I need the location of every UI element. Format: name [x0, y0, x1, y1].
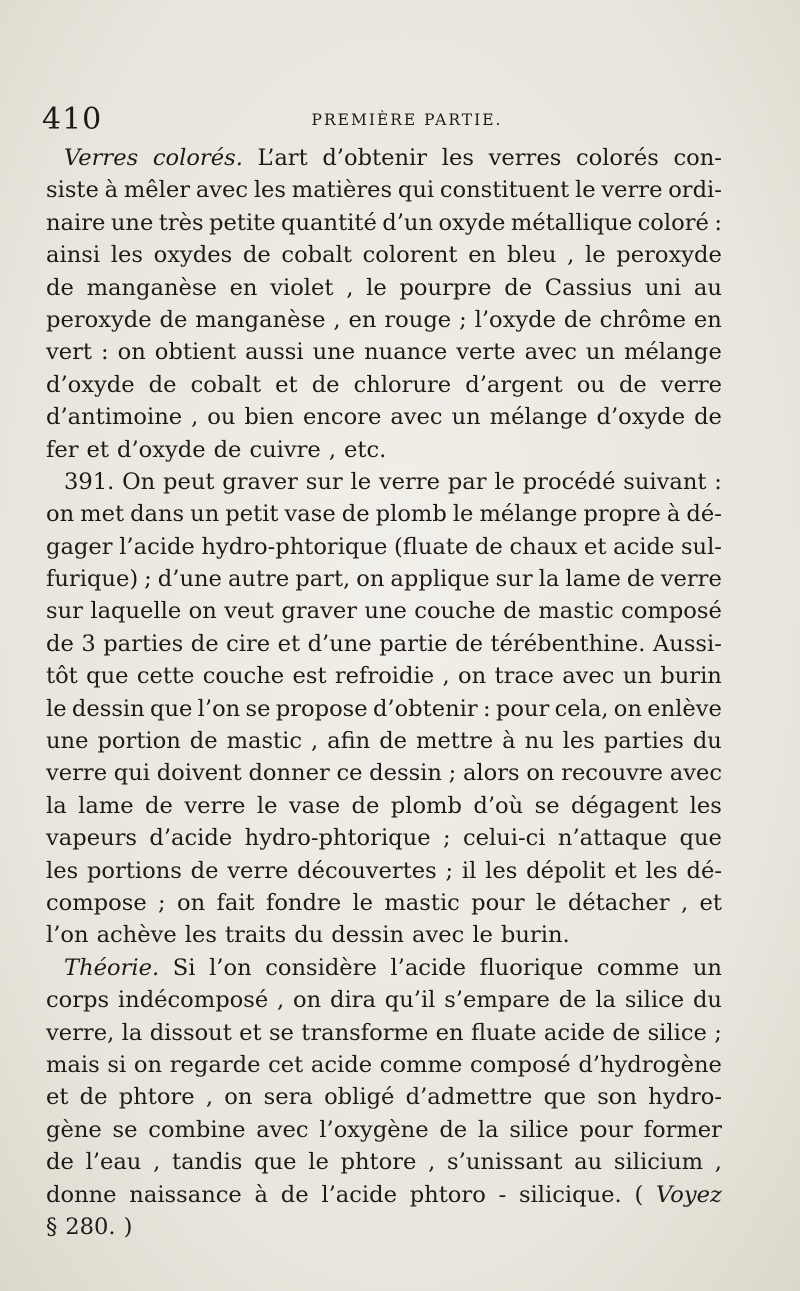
- text-line: verre qui doivent donner ce dessin ; alors on recouvre avec: [46, 760, 722, 787]
- page-header: [42, 100, 742, 140]
- text-line: de 3 parties de cire et d’une partie de térébenthine. Aussi-: [46, 630, 722, 657]
- text-line: corps indécomposé , on dira qu’il s’empare de la silice du: [46, 987, 722, 1014]
- text-line: on met dans un petit vase de plomb le mélange propre à dé-: [46, 501, 722, 528]
- text-line: les portions de verre découvertes ; il les dépolit et les dé-: [46, 857, 722, 884]
- text-line: furique) ; d’une autre part, on applique sur la lame de verre: [46, 566, 722, 593]
- text-line: vapeurs d’acide hydro-phtorique ; celui-ci n’attaque que: [46, 825, 722, 852]
- text-line: l’on achève les traits du dessin avec le burin.: [46, 922, 570, 949]
- text-line: donne naissance à de l’acide phtoro - silicique. ( Voyez: [46, 1181, 722, 1208]
- text-line: et de phtore , on sera obligé d’admettre que son hydro-: [46, 1084, 722, 1111]
- text-line: Verres colorés. L’art d’obtenir les verres colorés con-: [64, 145, 722, 171]
- text-line: 391. On peut graver sur le verre par le procédé suivant :: [64, 468, 722, 495]
- text-line: mais si on regarde cet acide comme composé d’hydrogène: [46, 1051, 722, 1078]
- text-line: naire une très petite quantité d’un oxyde métallique coloré :: [46, 209, 722, 236]
- text-line: ainsi les oxydes de cobalt colorent en bleu , le peroxyde: [46, 242, 722, 269]
- text-line: fer et d’oxyde de cuivre , etc.: [46, 436, 387, 463]
- text-line: verre, la dissout et se transforme en fluate acide de silice ;: [46, 1019, 722, 1046]
- text-line: d’antimoine , ou bien encore avec un mélange d’oxyde de: [46, 404, 722, 431]
- text-line: la lame de verre le vase de plomb d’où se dégagent les: [46, 792, 722, 819]
- text-line: de l’eau , tandis que le phtore , s’unissant au silicium ,: [46, 1149, 722, 1176]
- text-line: gène se combine avec l’oxygène de la silice pour former: [46, 1116, 722, 1143]
- text-line: § 280. ): [46, 1213, 133, 1240]
- text-line: une portion de mastic , afin de mettre à nu les parties du: [46, 728, 722, 755]
- text-line: Théorie. Si l’on considère l’acide fluorique comme un: [64, 954, 722, 981]
- running-head: PREMIÈRE PARTIE.: [311, 111, 503, 129]
- text-line: le dessin que l’on se propose d’obtenir : pour cela, on enlève: [46, 695, 722, 722]
- text-line: siste à mêler avec les matières qui constituent le verre ordi-: [46, 177, 722, 204]
- text-line: tôt que cette couche est refroidie , on trace avec un burin: [46, 663, 722, 690]
- text-line: de manganèse en violet , le pourpre de Cassius uni au: [46, 274, 722, 301]
- text-line: sur laquelle on veut graver une couche de mastic composé: [46, 598, 722, 625]
- body-text: [46, 142, 722, 1243]
- page-number: 410: [42, 102, 103, 137]
- text-line: d’oxyde de cobalt et de chlorure d’argent ou de verre: [46, 371, 722, 398]
- text-line: compose ; on fait fondre le mastic pour le détacher , et: [46, 889, 722, 916]
- text-line: gager l’acide hydro-phtorique (fluate de chaux et acide sul-: [46, 533, 722, 560]
- text-line: peroxyde de manganèse , en rouge ; l’oxyde de chrôme en: [46, 306, 722, 333]
- text-line: vert : on obtient aussi une nuance verte avec un mélange: [46, 339, 722, 366]
